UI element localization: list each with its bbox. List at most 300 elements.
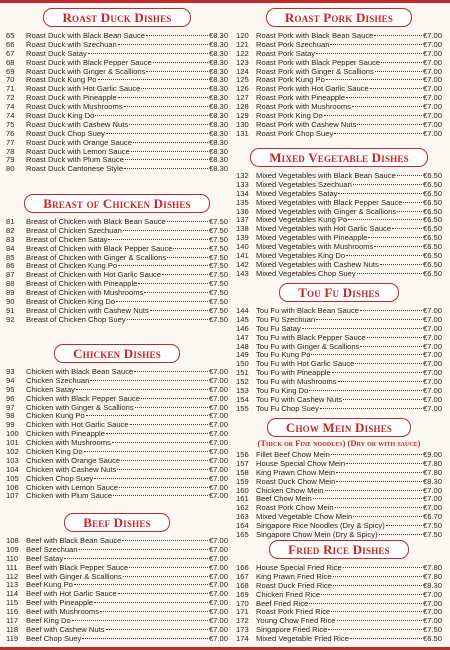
section-chicken bbox=[6, 344, 228, 501]
dot-leader bbox=[112, 442, 208, 443]
section-roast-pork bbox=[236, 8, 442, 139]
dot-leader bbox=[118, 265, 208, 266]
item-price: €7.00 bbox=[208, 616, 228, 626]
item-name: Mixed Vegetables King Do bbox=[256, 251, 346, 261]
item-name: Chicken with Black Bean Sauce bbox=[26, 367, 134, 376]
item-name: Mixed Vegetables with Black Pepper Sauce bbox=[256, 197, 403, 207]
item-price: €7.00 bbox=[422, 306, 442, 315]
item-number: 166 bbox=[236, 563, 249, 572]
section-subtitle: (Thick or Fine noodles) (Dry or with sauce) bbox=[257, 438, 421, 448]
item-number: 132 bbox=[236, 171, 249, 180]
item-list bbox=[6, 537, 228, 644]
item-number: 120 bbox=[236, 31, 249, 40]
dot-leader bbox=[134, 371, 208, 372]
dot-leader bbox=[135, 407, 208, 408]
item-number: 174 bbox=[236, 634, 249, 644]
item-price: €8.30 bbox=[208, 93, 228, 103]
item-price: €7.00 bbox=[422, 494, 442, 504]
item-name: Singapore Fried Rice bbox=[256, 625, 328, 635]
item-name: Roast Duck with Lemon Sauce bbox=[26, 146, 130, 156]
item-price: €6.50 bbox=[422, 268, 442, 278]
item-list bbox=[236, 307, 442, 414]
item-price: €7.00 bbox=[208, 633, 228, 643]
item-price: €7.00 bbox=[422, 48, 442, 58]
item-number: 134 bbox=[236, 188, 249, 198]
item-number: 130 bbox=[236, 119, 249, 129]
item-number: 80 bbox=[6, 164, 15, 174]
item-number: 150 bbox=[236, 359, 249, 369]
dot-leader bbox=[397, 211, 422, 212]
dot-leader bbox=[150, 310, 208, 311]
item-name: Beef Chow Mein bbox=[256, 494, 312, 504]
item-number: 160 bbox=[236, 485, 249, 495]
item-name: Chicken King Do bbox=[26, 447, 83, 457]
dot-leader bbox=[331, 454, 422, 455]
item-price: €7.00 bbox=[208, 438, 228, 448]
item-price: €7.00 bbox=[422, 332, 442, 342]
section-title: Mixed Vegetable Dishes bbox=[250, 148, 428, 167]
item-number: 125 bbox=[236, 75, 249, 85]
item-name: Roast Pork Szechuan bbox=[256, 39, 330, 49]
dot-leader bbox=[141, 88, 208, 89]
item-name: Roast Duck Satay bbox=[26, 48, 87, 58]
item-name: Mixed Vegetables with Hot Garlic Sauce bbox=[256, 224, 392, 234]
item-price: €7.00 bbox=[422, 598, 442, 608]
item-number: 108 bbox=[6, 536, 19, 545]
item-price: €7.00 bbox=[422, 31, 442, 40]
item-price: €7.00 bbox=[422, 341, 442, 351]
item-number: 119 bbox=[6, 633, 19, 643]
item-price: €7.50 bbox=[208, 297, 228, 307]
dot-leader bbox=[118, 593, 208, 594]
dot-leader bbox=[162, 274, 208, 275]
item-name: Roast Duck with Black Bean Sauce bbox=[26, 31, 146, 40]
item-price: €6.50 bbox=[422, 233, 442, 243]
item-price: €8.30 bbox=[208, 39, 228, 49]
item-price: €7.50 bbox=[208, 261, 228, 271]
item-price: €6.50 bbox=[422, 188, 442, 198]
item-price: €7.80 bbox=[422, 467, 442, 477]
item-name: Roast Pork Kung Po bbox=[256, 75, 325, 85]
item-price: €7.00 bbox=[208, 544, 228, 554]
section-beef bbox=[6, 513, 228, 644]
item-number: 115 bbox=[6, 598, 19, 608]
item-number: 157 bbox=[236, 458, 249, 468]
item-number: 116 bbox=[6, 607, 19, 617]
item-number: 149 bbox=[236, 350, 249, 360]
item-number: 92 bbox=[6, 314, 15, 324]
item-number: 146 bbox=[236, 323, 249, 333]
item-price: €8.30 bbox=[208, 31, 228, 40]
item-name: Chicken with Orange Sauce bbox=[26, 455, 121, 465]
item-price: €7.00 bbox=[422, 607, 442, 617]
item-price: €8.30 bbox=[208, 66, 228, 76]
dot-leader bbox=[90, 380, 208, 381]
dot-leader bbox=[108, 239, 208, 240]
dot-leader bbox=[106, 433, 208, 434]
dot-leader bbox=[138, 283, 208, 284]
dot-leader bbox=[124, 168, 208, 169]
item-price: €7.00 bbox=[422, 589, 442, 599]
item-number: 138 bbox=[236, 224, 249, 234]
item-number: 112 bbox=[6, 571, 19, 581]
item-number: 121 bbox=[236, 39, 249, 49]
item-price: €7.00 bbox=[208, 589, 228, 599]
item-number: 106 bbox=[6, 482, 19, 492]
item-price: €7.00 bbox=[208, 367, 228, 376]
item-price: €7.50 bbox=[208, 314, 228, 324]
dot-leader bbox=[311, 354, 422, 355]
item-number: 142 bbox=[236, 259, 249, 269]
item-name: Beef with Hot Garlic Sauce bbox=[26, 589, 117, 599]
item-number: 67 bbox=[6, 48, 15, 58]
item-price: €7.00 bbox=[422, 66, 442, 76]
item-name: Breast of Chicken with Ginger & Scallions bbox=[26, 252, 167, 262]
dot-leader bbox=[88, 53, 208, 54]
item-number: 151 bbox=[236, 368, 249, 378]
menu-item bbox=[6, 635, 228, 644]
dot-leader bbox=[357, 273, 422, 274]
dot-leader bbox=[360, 346, 422, 347]
item-number: 128 bbox=[236, 102, 249, 112]
item-price: €7.50 bbox=[208, 305, 228, 315]
item-price: €7.00 bbox=[208, 402, 228, 412]
dot-leader bbox=[333, 576, 422, 577]
dot-leader bbox=[353, 516, 422, 517]
dot-leader bbox=[309, 603, 422, 604]
item-name: Breast of Chicken Satay bbox=[26, 234, 108, 244]
item-name: Mixed Vegetables with Ginger & Scallions bbox=[256, 206, 397, 216]
item-number: 82 bbox=[6, 225, 15, 235]
item-number: 144 bbox=[236, 306, 249, 315]
item-list bbox=[6, 218, 228, 325]
item-number: 96 bbox=[6, 393, 15, 403]
dot-leader bbox=[153, 62, 208, 63]
item-name: Roast Duck with Mushrooms bbox=[26, 102, 123, 112]
dot-leader bbox=[86, 415, 208, 416]
item-list bbox=[236, 564, 442, 644]
item-name: Tou Fu with Black Pepper Sauce bbox=[256, 332, 366, 342]
item-number: 95 bbox=[6, 384, 15, 394]
item-name: Roast Pork Chop Suey bbox=[256, 128, 334, 138]
item-number: 78 bbox=[6, 146, 15, 156]
dot-leader bbox=[123, 230, 208, 231]
item-number: 155 bbox=[236, 403, 249, 413]
item-name: Tou Fu with Cashew Nuts bbox=[256, 394, 343, 404]
menu-item bbox=[6, 316, 228, 325]
dot-leader bbox=[336, 481, 422, 482]
item-number: 141 bbox=[236, 251, 249, 261]
dot-leader bbox=[95, 115, 208, 116]
item-price: €7.00 bbox=[422, 394, 442, 404]
dot-leader bbox=[336, 472, 422, 473]
dot-leader bbox=[375, 71, 422, 72]
item-price: €7.50 bbox=[422, 521, 442, 531]
item-price: €7.00 bbox=[422, 111, 442, 121]
item-price: €8.30 bbox=[208, 57, 228, 67]
item-number: 79 bbox=[6, 155, 15, 165]
item-name: Roast Pork Fried Rice bbox=[256, 607, 331, 617]
item-number: 98 bbox=[6, 411, 15, 421]
dot-leader bbox=[330, 44, 422, 45]
item-price: €8.30 bbox=[208, 84, 228, 94]
item-price: €7.00 bbox=[422, 616, 442, 626]
item-number: 68 bbox=[6, 57, 15, 67]
item-price: €6.50 bbox=[422, 179, 442, 189]
dot-leader bbox=[343, 399, 422, 400]
menu-item bbox=[6, 165, 228, 174]
item-name: Breast of Chicken with Black Bean Sauce bbox=[26, 217, 166, 226]
item-name: Beef King Do bbox=[26, 616, 71, 626]
item-name: Breast of Chicken Kung Po bbox=[26, 261, 118, 271]
dot-leader bbox=[144, 292, 208, 293]
item-price: €7.00 bbox=[422, 57, 442, 67]
item-price: €6.50 bbox=[422, 215, 442, 225]
item-name: Chicken with Plum Sauce bbox=[26, 491, 113, 501]
dot-leader bbox=[316, 319, 422, 320]
item-number: 66 bbox=[6, 39, 15, 49]
dot-leader bbox=[370, 88, 422, 89]
item-number: 158 bbox=[236, 467, 249, 477]
item-price: €7.00 bbox=[208, 536, 228, 545]
item-number: 133 bbox=[236, 179, 249, 189]
item-number: 99 bbox=[6, 420, 15, 430]
item-number: 101 bbox=[6, 438, 19, 448]
dot-leader bbox=[352, 106, 422, 107]
item-list bbox=[6, 32, 228, 174]
dot-leader bbox=[106, 133, 208, 134]
item-price: €7.00 bbox=[208, 411, 228, 421]
item-name: Beef Kung Po bbox=[26, 580, 73, 590]
item-name: Roast Duck with Black Pepper Sauce bbox=[26, 57, 152, 67]
dot-leader bbox=[379, 534, 422, 535]
item-price: €7.00 bbox=[208, 624, 228, 634]
item-price: €7.50 bbox=[422, 530, 442, 540]
item-price: €7.00 bbox=[208, 580, 228, 590]
item-name: Mixed Vegetables with Black Bean Sauce bbox=[256, 171, 396, 180]
item-price: €7.50 bbox=[208, 279, 228, 289]
item-number: 131 bbox=[236, 128, 249, 138]
item-name: Mixed Vegetables with Mushrooms bbox=[256, 242, 374, 252]
dot-leader bbox=[122, 540, 208, 541]
item-name: Breast of Chicken King Do bbox=[26, 297, 116, 307]
item-name: Beef with Mushrooms bbox=[26, 607, 100, 617]
item-name: Tou Fu King Do bbox=[256, 386, 309, 396]
item-price: €7.00 bbox=[422, 403, 442, 413]
item-name: Roast Duck Kung Po bbox=[26, 75, 97, 85]
item-name: House Special Chow Mein bbox=[256, 458, 346, 468]
dot-leader bbox=[338, 193, 422, 194]
dot-leader bbox=[113, 495, 208, 496]
item-price: €7.00 bbox=[208, 482, 228, 492]
section-mixed-vegetables bbox=[236, 148, 442, 279]
item-name: Tou Fu with Black Bean Sauce bbox=[256, 306, 359, 315]
item-price: €7.50 bbox=[208, 243, 228, 253]
item-number: 83 bbox=[6, 234, 15, 244]
item-price: €8.30 bbox=[422, 476, 442, 486]
item-name: Breast of Chicken with Black Pepper Sauce bbox=[26, 243, 173, 253]
dot-leader bbox=[74, 584, 208, 585]
item-name: Mixed Vegetables with Cashew Nuts bbox=[256, 259, 379, 269]
item-number: 111 bbox=[6, 562, 18, 572]
dot-leader bbox=[338, 381, 422, 382]
dot-leader bbox=[392, 228, 422, 229]
item-name: Roast Pork with Ginger & Scallions bbox=[256, 66, 374, 76]
item-number: 170 bbox=[236, 598, 249, 608]
dot-leader bbox=[367, 337, 422, 338]
item-number: 89 bbox=[6, 288, 15, 298]
item-name: Breast of Chicken Szechuan bbox=[26, 225, 122, 235]
item-number: 86 bbox=[6, 261, 15, 271]
dot-leader bbox=[326, 79, 422, 80]
dot-leader bbox=[76, 389, 208, 390]
dot-leader bbox=[94, 478, 208, 479]
item-number: 93 bbox=[6, 367, 15, 376]
section-tou-fu bbox=[236, 283, 442, 414]
item-name: Chicken with Black Pepper Sauce bbox=[26, 393, 140, 403]
item-number: 137 bbox=[236, 215, 249, 225]
item-number: 81 bbox=[6, 217, 15, 226]
item-price: €8.30 bbox=[208, 48, 228, 58]
dot-leader bbox=[167, 257, 208, 258]
item-name: Roast Duck Cantonese Style bbox=[26, 164, 124, 174]
dot-leader bbox=[343, 567, 422, 568]
dot-leader bbox=[374, 246, 422, 247]
dot-leader bbox=[334, 133, 422, 134]
item-name: Tou Fu Szechuan bbox=[256, 314, 316, 324]
item-price: €6.50 bbox=[422, 197, 442, 207]
item-number: 85 bbox=[6, 252, 15, 262]
item-price: €7.80 bbox=[422, 563, 442, 572]
item-name: Roast Pork with Pineapple bbox=[256, 93, 346, 103]
item-price: €7.00 bbox=[422, 368, 442, 378]
item-name: Breast of Chicken with Cashew Nuts bbox=[26, 305, 149, 315]
dot-leader bbox=[321, 594, 422, 595]
dot-leader bbox=[72, 620, 208, 621]
dot-leader bbox=[130, 424, 208, 425]
dot-leader bbox=[335, 507, 422, 508]
dot-leader bbox=[325, 490, 422, 491]
item-name: Beef with Black Bean Sauce bbox=[26, 536, 122, 545]
item-number: 88 bbox=[6, 279, 15, 289]
item-number: 147 bbox=[236, 332, 249, 342]
section-title: Fried Rice Dishes bbox=[269, 540, 409, 559]
item-price: €7.50 bbox=[208, 217, 228, 226]
item-number: 69 bbox=[6, 66, 15, 76]
item-name: Mixed Vegetables Chop Suey bbox=[256, 268, 356, 278]
item-price: €6.50 bbox=[422, 259, 442, 269]
item-number: 74 bbox=[6, 102, 15, 112]
item-name: Beef with Black Pepper Sauce bbox=[26, 562, 129, 572]
section-title: Chicken Dishes bbox=[54, 344, 180, 363]
item-price: €7.00 bbox=[422, 485, 442, 495]
dot-leader bbox=[331, 611, 422, 612]
item-name: Roast Duck with Ginger & Scallions bbox=[26, 66, 146, 76]
item-name: Breast of Chicken Chop Suey bbox=[26, 314, 126, 324]
item-name: Beef with Pineapple bbox=[26, 598, 94, 608]
item-price: €7.00 bbox=[208, 429, 228, 439]
item-price: €8.30 bbox=[208, 119, 228, 129]
item-name: Chicken with Mushrooms bbox=[26, 438, 111, 448]
item-number: 70 bbox=[6, 75, 15, 85]
item-price: €8.30 bbox=[208, 137, 228, 147]
menu-item bbox=[236, 635, 442, 644]
item-number: 145 bbox=[236, 314, 249, 324]
item-name: Breast of Chicken with Pineapple bbox=[26, 279, 138, 289]
item-name: Roast Pork Chow Mein bbox=[256, 503, 334, 513]
item-number: 74 bbox=[6, 111, 15, 121]
item-name: Chicken Chop Suey bbox=[26, 473, 94, 483]
dot-leader bbox=[125, 159, 208, 160]
dot-leader bbox=[380, 264, 422, 265]
item-number: 171 bbox=[236, 607, 249, 617]
item-name: Chicken with Ginger & Scallions bbox=[26, 402, 134, 412]
item-number: 103 bbox=[6, 455, 19, 465]
item-name: House Special Fried Rice bbox=[256, 563, 342, 572]
item-number: 97 bbox=[6, 402, 15, 412]
item-price: €7.00 bbox=[422, 314, 442, 324]
item-number: 117 bbox=[6, 616, 19, 626]
dot-leader bbox=[100, 611, 208, 612]
item-price: €7.50 bbox=[208, 270, 228, 280]
top-border bbox=[0, 0, 450, 3]
item-price: €7.80 bbox=[422, 571, 442, 581]
dot-leader bbox=[84, 451, 208, 452]
section-title: Chow Mein Dishes bbox=[267, 418, 411, 437]
section-title: Beef Dishes bbox=[64, 513, 170, 532]
item-price: €7.00 bbox=[208, 384, 228, 394]
dot-leader bbox=[119, 487, 208, 488]
item-price: €7.00 bbox=[422, 102, 442, 112]
item-name: Young Chow Fried Rice bbox=[256, 616, 336, 626]
item-number: 87 bbox=[6, 270, 15, 280]
item-price: €6.50 bbox=[422, 634, 442, 644]
item-name: Roast Pork with Hot Garlic Sauce bbox=[256, 84, 369, 94]
item-number: 77 bbox=[6, 137, 15, 147]
item-name: Chicken Satay bbox=[26, 384, 75, 394]
item-price: €7.00 bbox=[422, 119, 442, 129]
item-list bbox=[236, 32, 442, 139]
dot-leader bbox=[94, 602, 208, 603]
item-list bbox=[6, 368, 228, 501]
item-price: €7.50 bbox=[422, 625, 442, 635]
section-title: Roast Duck Dishes bbox=[43, 8, 190, 27]
section-fried-rice bbox=[236, 540, 442, 644]
dot-leader bbox=[403, 202, 422, 203]
item-name: Beef Szechuan bbox=[26, 544, 78, 554]
item-number: 139 bbox=[236, 233, 249, 243]
item-price: €6.50 bbox=[422, 171, 442, 180]
item-name: King Prawn Chow Mein bbox=[256, 467, 335, 477]
dot-leader bbox=[386, 525, 422, 526]
item-price: €7.00 bbox=[422, 323, 442, 333]
item-name: Tou Fu with Pineapple bbox=[256, 368, 331, 378]
item-price: €7.00 bbox=[208, 562, 228, 572]
item-price: €9.00 bbox=[422, 450, 442, 459]
item-name: Roast Duck Fried Rice bbox=[256, 580, 332, 590]
item-number: 173 bbox=[236, 625, 249, 635]
item-number: 161 bbox=[236, 494, 249, 504]
item-number: 165 bbox=[236, 530, 249, 540]
item-price: €7.00 bbox=[208, 491, 228, 501]
dot-leader bbox=[346, 463, 422, 464]
item-name: Mixed Vegetables Satay bbox=[256, 188, 338, 198]
item-number: 124 bbox=[236, 66, 249, 76]
item-number: 91 bbox=[6, 305, 15, 315]
item-price: €8.30 bbox=[208, 75, 228, 85]
item-name: Mixed Vegetables with Pineapple bbox=[256, 233, 368, 243]
dot-leader bbox=[141, 398, 208, 399]
